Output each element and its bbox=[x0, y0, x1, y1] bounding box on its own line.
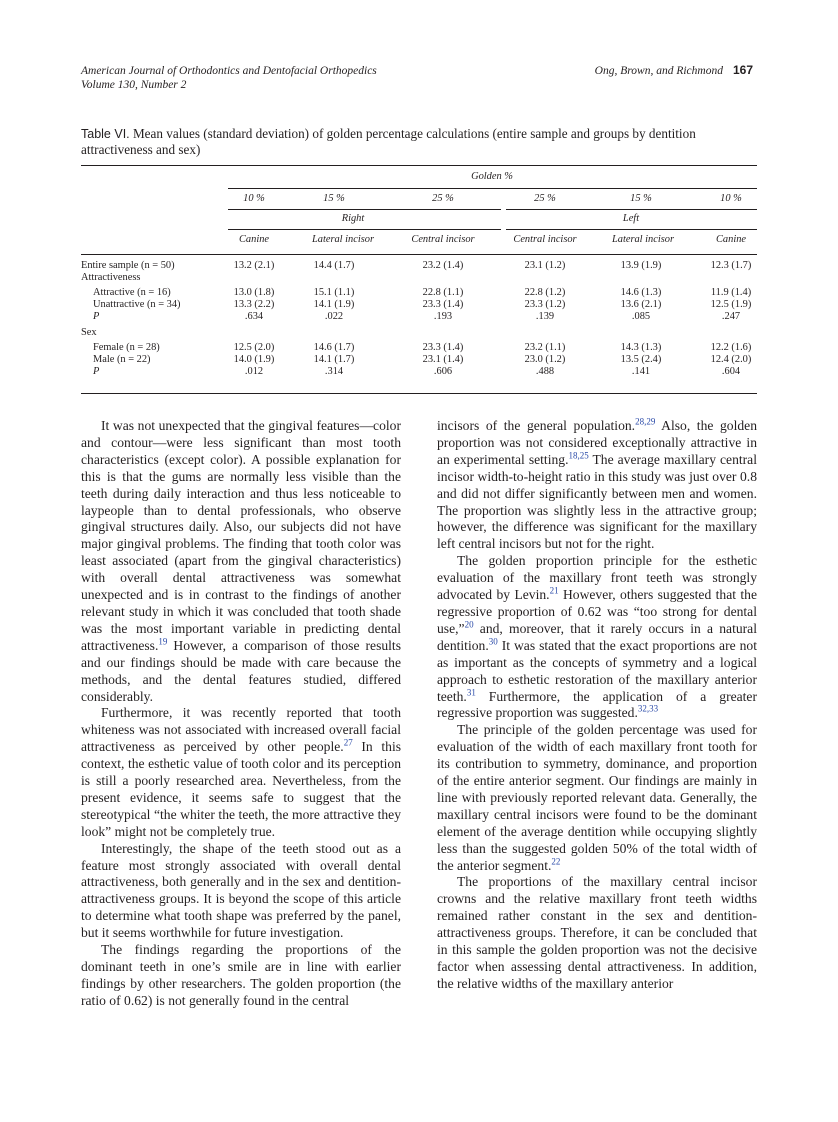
row-label: Male (n = 22) bbox=[93, 354, 151, 365]
paragraph: The findings regarding the proportions of the dominant teeth in one’s smile are in line with earlier findings by other researchers. The golden proportion (the ratio of 0.62) is not generally found in the central bbox=[81, 942, 401, 1008]
running-header-right bbox=[595, 63, 753, 77]
table-cell: 13.6 (2.1) bbox=[620, 299, 662, 310]
citation-ref[interactable]: 27 bbox=[343, 737, 353, 748]
paragraph-text: The golden proportion principle for the esthetic evaluation of the maxillary front teeth was strongly advocated by Levin. bbox=[437, 553, 757, 603]
table-cell: .604 bbox=[721, 366, 741, 377]
paragraph-text: incisors of the general population. bbox=[437, 418, 636, 433]
table-cell: .193 bbox=[433, 311, 453, 322]
paragraph bbox=[437, 722, 757, 874]
paragraph-text: The principle of the golden percentage was used for evaluation of the width of each maxillary front tooth for its contribution to symmetry, dominance, and proportion of the entire anterior segment. Our findings are mainly in line with previously reported relevant data. Generally, the maxillary central incisors were found to be the dominant element of the average dentition while occupying slightly less than the suggested golden 50% of the total width of the anterior segment. bbox=[437, 722, 757, 873]
citation-ref[interactable]: 32,33 bbox=[637, 703, 659, 714]
table-cell: 11.9 (1.4) bbox=[710, 287, 752, 298]
table-cell: 15.1 (1.1) bbox=[313, 287, 355, 298]
table-cell: 14.3 (1.3) bbox=[620, 342, 662, 353]
percent-rule-right bbox=[228, 209, 501, 210]
row-label: Unattractive (n = 34) bbox=[93, 299, 181, 310]
table-cell: 12.5 (2.0) bbox=[233, 342, 275, 353]
table-caption-text: Mean values (standard deviation) of golden percentage calculations (entire sample and groups by dentition attractiveness and sex) bbox=[81, 126, 696, 157]
table-cell: 14.1 (1.9) bbox=[313, 299, 355, 310]
table-top-rule bbox=[81, 165, 757, 166]
table-cell: 23.3 (1.2) bbox=[524, 299, 566, 310]
percent-header: 10 % bbox=[720, 193, 742, 204]
table-cell: .139 bbox=[535, 311, 555, 322]
paragraph-text: and, moreover, that it rarely occurs in a natural dentition. bbox=[437, 620, 757, 653]
table-cell: .606 bbox=[433, 366, 453, 377]
paragraph-text: It was stated that the exact proportions are not as important as the concepts of symmetry and a logical approach to esthetic restoration of the maxillary anterior teeth. bbox=[437, 637, 757, 704]
table-bottom-rule bbox=[81, 393, 757, 394]
side-rule-left bbox=[506, 229, 757, 230]
table-cell: 23.3 (1.4) bbox=[422, 342, 464, 353]
table-cell: 22.8 (1.1) bbox=[422, 287, 464, 298]
row-label: Entire sample (n = 50) bbox=[81, 260, 175, 271]
table-cell: 13.5 (2.4) bbox=[620, 354, 662, 365]
percent-header: 25 % bbox=[534, 193, 556, 204]
citation-ref[interactable]: 30 bbox=[488, 636, 498, 647]
table-label: Table VI. bbox=[81, 127, 130, 141]
table-cell: 22.8 (1.2) bbox=[524, 287, 566, 298]
table-cell: 23.2 (1.1) bbox=[524, 342, 566, 353]
table-cell: 23.2 (1.4) bbox=[422, 260, 464, 271]
table-cell: 13.3 (2.2) bbox=[233, 299, 275, 310]
table-cell: 12.3 (1.7) bbox=[710, 260, 752, 271]
tooth-header: Canine bbox=[715, 234, 747, 245]
table-cell: 12.5 (1.9) bbox=[710, 299, 752, 310]
spanner-rule bbox=[228, 188, 757, 189]
paragraph-text: Furthermore, the application of a greater regressive proportion was suggested. bbox=[437, 688, 757, 721]
table-cell: .314 bbox=[324, 366, 344, 377]
row-group-label: Sex bbox=[81, 327, 97, 338]
table-cell: .012 bbox=[244, 366, 264, 377]
paragraph: Interestingly, the shape of the teeth stood out as a feature most strongly associated with overall dental attractiveness, both generally and in the sex and dentition-attractiveness groups. It is beyond the scope of this article to determine what tooth shape was preferred by the panel, but it seems worthwhile for future investigation. bbox=[81, 840, 401, 941]
table-cell: 12.2 (1.6) bbox=[710, 342, 752, 353]
table-cell: .022 bbox=[324, 311, 344, 322]
percent-header: 10 % bbox=[243, 193, 265, 204]
table-cell: .085 bbox=[631, 311, 651, 322]
side-header-left: Left bbox=[622, 213, 640, 224]
row-group-label: Attractiveness bbox=[81, 272, 141, 283]
paragraph-text: However, others suggested that the regressive proportion of 0.62 was “too strong for dental use,” bbox=[437, 587, 757, 636]
table-cell: .141 bbox=[631, 366, 651, 377]
citation-ref[interactable]: 31 bbox=[466, 686, 476, 697]
citation-ref[interactable]: 20 bbox=[464, 619, 474, 630]
journal-volume: Volume 130, Number 2 bbox=[81, 79, 187, 91]
row-label-p: P bbox=[93, 366, 100, 377]
running-header-authors: Ong, Brown, and Richmond bbox=[594, 65, 723, 77]
paragraph bbox=[81, 705, 401, 840]
paragraph-text: It was not unexpected that the gingival features—color and contour—were less significant than most tooth characteristics (except color). A possible explanation for this is that the gums are normally less visible than the teeth during daily interaction and thus less noticeable to laypeople than to dental professionals, who observe gingival structures daily. Also, our subjects did not have major gingival problems. The finding that tooth color was least associated (apart from the gingival characteristics) with overall dental attractiveness was somewhat unexpected and is in contrast to the findings of another relevant study in which it was concluded that tooth shade was the most important variable in predicting dental attractiveness. bbox=[81, 418, 401, 653]
table-cell: 13.0 (1.8) bbox=[233, 287, 275, 298]
paragraph-text: However, a comparison of those results and our findings should be made with care because the methods, and the dental features studied, differed considerably. bbox=[81, 637, 401, 704]
table-cell: 14.1 (1.7) bbox=[313, 354, 355, 365]
row-label: Female (n = 28) bbox=[93, 342, 160, 353]
table-cell: 14.0 (1.9) bbox=[233, 354, 275, 365]
table-cell: .488 bbox=[535, 366, 555, 377]
paragraph bbox=[81, 418, 401, 705]
side-header-right: Right bbox=[341, 213, 365, 224]
tooth-header: Lateral incisor bbox=[311, 234, 375, 245]
tooth-header: Canine bbox=[238, 234, 270, 245]
table-header-rule bbox=[81, 254, 757, 255]
paragraph bbox=[437, 553, 757, 722]
citation-ref[interactable]: 28,29 bbox=[635, 416, 656, 427]
body-column-left bbox=[81, 418, 401, 1010]
table-cell: 14.6 (1.3) bbox=[620, 287, 662, 298]
page-number: 167 bbox=[732, 63, 753, 77]
citation-ref[interactable]: 21 bbox=[549, 585, 559, 596]
body-column-right bbox=[437, 418, 757, 993]
table-cell: 13.9 (1.9) bbox=[620, 260, 662, 271]
side-rule-right bbox=[228, 229, 501, 230]
table-caption bbox=[81, 126, 757, 158]
table-cell: 23.1 (1.4) bbox=[422, 354, 464, 365]
table-cell: .634 bbox=[244, 311, 264, 322]
row-label: Attractive (n = 16) bbox=[93, 287, 171, 298]
paragraph-text: Furthermore, it was recently reported that tooth whiteness was not associated with increased overall facial attractiveness as perceived by other people. bbox=[81, 705, 401, 755]
table-cell: 14.6 (1.7) bbox=[313, 342, 355, 353]
tooth-header: Lateral incisor bbox=[611, 234, 675, 245]
paragraph-text: The average maxillary central incisor width-to-height ratio in this study was just over 0.8 and did not differ significantly between men and women. The proportion was slightly less in the attractive group; however, the difference was significant for the maxillary left central incisors but not for the right. bbox=[437, 451, 757, 552]
paragraph: The proportions of the maxillary central incisor crowns and the relative maxillary front teeth widths remained rather constant in the sex and dentition-attractiveness groups. Therefore, it can be concluded that in this sample the golden proportion was not the decisive factor when assessing dental attractiveness. In addition, the relative widths of the maxillary anterior bbox=[437, 874, 757, 991]
citation-ref[interactable]: 18,25 bbox=[568, 450, 589, 461]
citation-ref[interactable]: 19 bbox=[158, 636, 168, 647]
table-cell: 14.4 (1.7) bbox=[313, 260, 355, 271]
table-cell: 13.2 (2.1) bbox=[233, 260, 275, 271]
journal-title: American Journal of Orthodontics and Dentofacial Orthopedics bbox=[81, 65, 377, 77]
running-header-journal bbox=[81, 64, 377, 92]
row-label-p: P bbox=[93, 311, 100, 322]
percent-rule-left bbox=[506, 209, 757, 210]
table-cell: 23.0 (1.2) bbox=[524, 354, 566, 365]
citation-ref[interactable]: 22 bbox=[551, 856, 561, 867]
table-spanner: Golden % bbox=[471, 171, 513, 182]
percent-header: 15 % bbox=[630, 193, 652, 204]
paragraph bbox=[437, 418, 757, 553]
table-cell: 23.1 (1.2) bbox=[524, 260, 566, 271]
percent-header: 25 % bbox=[432, 193, 454, 204]
paragraph-text: In this context, the esthetic value of tooth color and its perception is still a poorly researched area. Nevertheless, from the present evidence, it seems safe to suggest that the stereotypical “the whiter the teeth, the more attractive they look” might not be completely true. bbox=[81, 739, 402, 839]
table-cell: 23.3 (1.4) bbox=[422, 299, 464, 310]
table-cell: 12.4 (2.0) bbox=[710, 354, 752, 365]
paragraph-text: Also, the golden proportion was not considered exceptionally attractive in an experimental setting. bbox=[437, 418, 757, 467]
tooth-header: Central incisor bbox=[411, 234, 475, 245]
table-cell: .247 bbox=[721, 311, 741, 322]
tooth-header: Central incisor bbox=[513, 234, 577, 245]
percent-header: 15 % bbox=[323, 193, 345, 204]
